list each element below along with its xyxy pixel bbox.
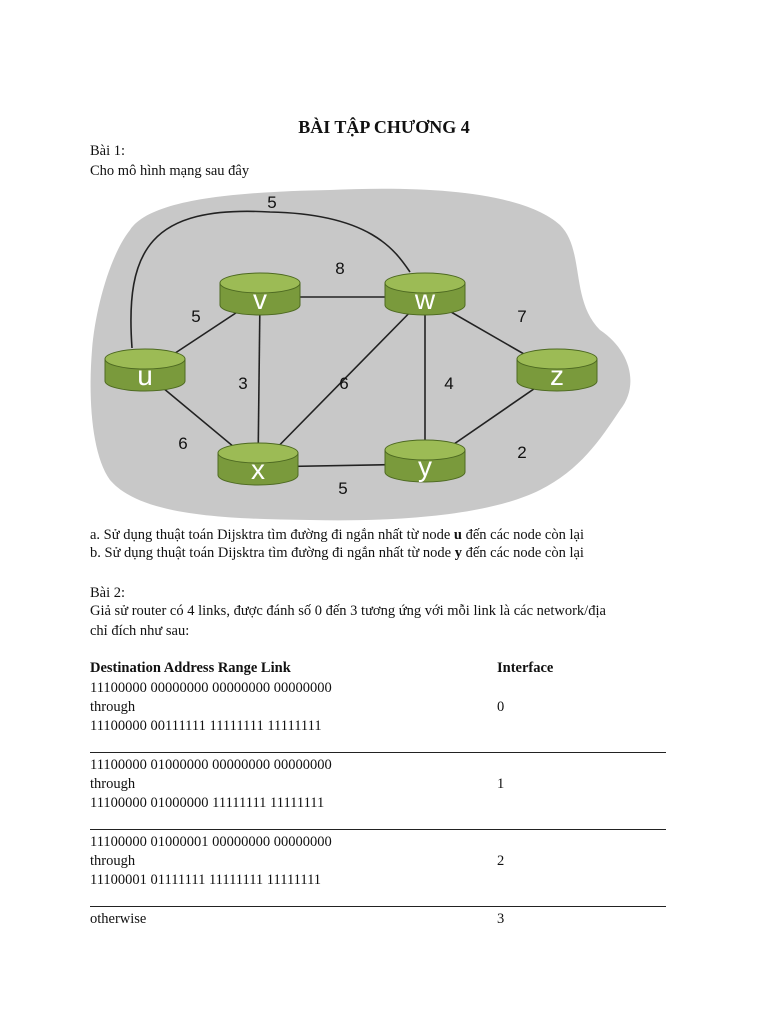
link-cost-label: 2	[517, 443, 527, 462]
range-start: 11100000 01000000 00000000 00000000	[90, 757, 332, 773]
exercise2-intro-line2: chỉ đích như sau:	[90, 623, 190, 639]
exercise1-heading: Bài 1:	[90, 143, 126, 159]
exercise1-intro: Cho mô hình mạng sau đây	[90, 163, 250, 179]
router-node-y	[385, 440, 465, 482]
link-cost-label: 8	[335, 259, 345, 278]
link-cost-label: 5	[267, 193, 277, 212]
row-divider	[90, 752, 666, 753]
range-end: 11100000 00111111 11111111 11111111	[90, 718, 322, 734]
question-a: a. Sử dụng thuật toán Dijsktra tìm đường đi ngắn nhất từ node u đến các node còn lại	[90, 527, 584, 543]
range-through: through	[90, 776, 136, 792]
range-start: otherwise	[90, 911, 147, 927]
interface-value: 3	[497, 911, 505, 927]
range-end: 11100000 01000000 11111111 11111111	[90, 795, 325, 811]
link-cost-label: 7	[517, 307, 527, 326]
router-node-z	[517, 349, 597, 391]
svg-text:w: w	[414, 284, 436, 315]
interface-value: 1	[497, 776, 505, 792]
row-divider	[90, 829, 666, 830]
question-b: b. Sử dụng thuật toán Dijsktra tìm đường đi ngắn nhất từ node y đến các node còn lại	[90, 545, 584, 561]
range-through: through	[90, 853, 136, 869]
table-header-destination: Destination Address Range Link	[90, 660, 291, 676]
exercise2-intro-line1: Giả sử router có 4 links, được đánh số 0 đến 3 tương ứng với mỗi link là các network/địa	[90, 603, 606, 619]
svg-text:z: z	[550, 360, 564, 391]
svg-text:u: u	[137, 360, 153, 391]
svg-text:y: y	[418, 451, 432, 482]
row-divider	[90, 906, 666, 907]
svg-text:v: v	[253, 284, 267, 315]
router-node-x	[218, 443, 298, 485]
range-through: through	[90, 699, 136, 715]
link-cost-label: 4	[444, 374, 454, 393]
page-title: BÀI TẬP CHƯƠNG 4	[298, 117, 470, 137]
link-cost-label: 3	[238, 374, 248, 393]
router-node-v	[220, 273, 300, 315]
link-cost-label: 5	[191, 307, 201, 326]
interface-value: 0	[497, 699, 505, 715]
link-cost-label: 6	[178, 434, 188, 453]
router-node-u	[105, 349, 185, 391]
link-cost-label: 5	[338, 479, 348, 498]
range-start: 11100000 01000001 00000000 00000000	[90, 834, 332, 850]
table-header-interface: Interface	[497, 660, 554, 676]
range-start: 11100000 00000000 00000000 00000000	[90, 680, 332, 696]
interface-value: 2	[497, 853, 505, 869]
range-end: 11100001 01111111 11111111 11111111	[90, 872, 322, 888]
exercise2-heading: Bài 2:	[90, 585, 126, 601]
svg-text:x: x	[251, 454, 265, 485]
link-cost-label: 6	[339, 374, 349, 393]
router-node-w	[385, 273, 465, 315]
